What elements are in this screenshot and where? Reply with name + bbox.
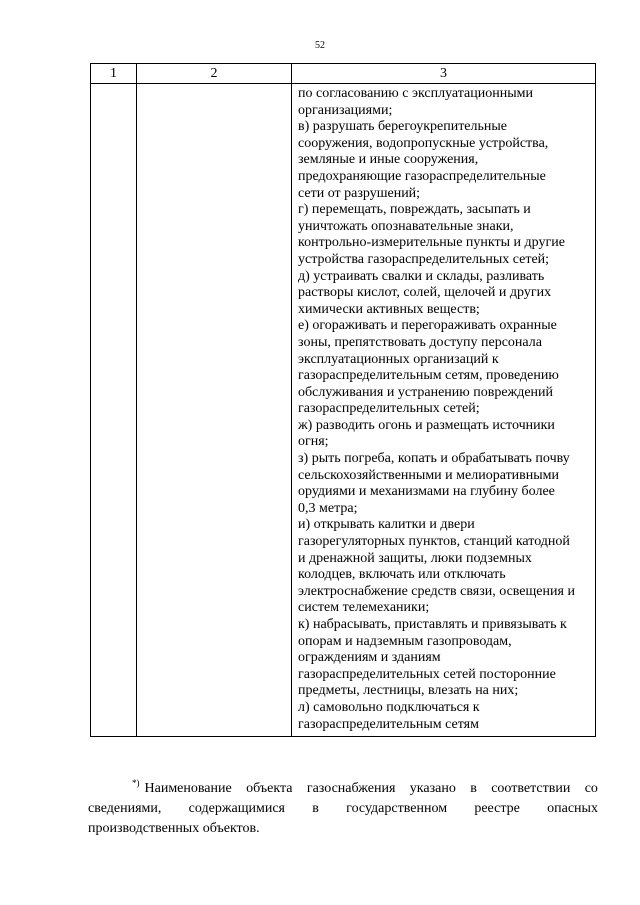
text-line: и дренажной защиты, люки подземных: [298, 550, 532, 566]
text-line: систем телемеханики;: [298, 600, 430, 616]
text-line: к) набрасывать, приставлять и привязывать к: [298, 617, 567, 632]
restrictions-text: [292, 84, 595, 736]
column-header-1: 1: [91, 64, 137, 84]
footnote-word: содержащимися: [188, 801, 285, 816]
text-line: 0,3 метра;: [298, 500, 358, 516]
page-number: 52: [315, 40, 325, 51]
text-line: по согласованию с эксплуатационными: [298, 86, 533, 101]
table-row: [91, 84, 596, 737]
text-line: предохраняющие газораспределительные: [298, 168, 546, 184]
footnote: [88, 779, 598, 839]
footnote-word: газоснабжения: [306, 781, 396, 796]
text-line: опорам и надземным газопроводам,: [298, 633, 512, 649]
footnote-marker: *): [132, 778, 140, 789]
column-header-3: 3: [292, 64, 596, 84]
text-line: земляные и иные сооружения,: [298, 152, 479, 168]
text-line: обслуживания и устранению повреждений: [298, 384, 554, 400]
column-header-2: 2: [137, 64, 292, 84]
footnote-line-3: производственных объектов.: [88, 821, 260, 836]
cell-col-2: [137, 84, 292, 737]
text-line: з) рыть погреба, копать и обрабатывать почву: [298, 451, 570, 467]
text-line: эксплуатационных организаций к: [298, 351, 499, 367]
text-line: химически активных веществ;: [298, 301, 480, 317]
text-line: газораспределительным сетям, проведению: [298, 368, 559, 384]
text-line: контрольно-измерительные пункты и другие: [298, 235, 565, 251]
footnote-word: в: [470, 781, 477, 796]
text-line: электроснабжение средств связи, освещения и: [298, 583, 575, 599]
text-line: газораспределительных сетей;: [298, 401, 480, 417]
table-header-row: [91, 64, 596, 84]
footnote-word: указано: [409, 781, 456, 796]
text-line: газораспределительным сетям: [298, 716, 479, 732]
text-line: в) разрушать берегоукрепительные: [298, 119, 508, 135]
footnote-word: в: [312, 801, 319, 816]
footnote-word: реестре: [474, 801, 520, 816]
text-line: организациями;: [298, 102, 393, 118]
text-line: ж) разводить огонь и размещать источники: [298, 417, 555, 433]
footnote-word: сведениями,: [88, 801, 162, 816]
text-line: ограждениям и зданиям: [298, 650, 441, 666]
footnote-word: со: [584, 781, 598, 796]
footnote-line-2: [88, 799, 598, 819]
text-line: предметы, лестницы, влезать на них;: [298, 683, 519, 699]
footnote-word-text: Наименование: [144, 781, 232, 796]
text-line: сети от разрушений;: [298, 185, 421, 201]
footnote-word: государственном: [346, 801, 448, 816]
text-line: колодцев, включать или отключать: [298, 567, 506, 583]
cell-col-3: [292, 84, 596, 737]
footnote-line-1: [88, 779, 598, 799]
text-line: газорегуляторных пунктов, станций катодной: [298, 534, 570, 550]
cell-col-1: [91, 84, 137, 737]
text-line: и) открывать калитки и двери: [298, 517, 475, 533]
text-line: л) самовольно подключаться к: [298, 699, 480, 715]
footnote-word: [132, 779, 232, 799]
text-line: огня;: [298, 434, 329, 450]
document-table: [90, 63, 596, 737]
text-line: сооружения, водопропускные устройства,: [298, 135, 549, 151]
text-line: е) огораживать и перегораживать охранные: [298, 318, 557, 334]
footnote-word: соответствии: [491, 781, 571, 796]
text-line: сельскохозяйственными и мелиоративными: [298, 467, 560, 483]
text-line: растворы кислот, солей, щелочей и других: [298, 285, 552, 301]
footnote-word: опасных: [547, 801, 598, 816]
text-line: газораспределительных сетей посторонние: [298, 666, 556, 682]
footnote-word: объекта: [246, 781, 293, 796]
text-line: зоны, препятствовать доступу персонала: [298, 334, 542, 350]
text-line: уничтожать опознавательные знаки,: [298, 218, 514, 234]
text-line: орудиями и механизмами на глубину более: [298, 484, 555, 500]
text-line: г) перемещать, повреждать, засыпать и: [298, 202, 531, 218]
text-line: устройства газораспределительных сетей;: [298, 251, 550, 267]
text-line: д) устраивать свалки и склады, разливать: [298, 268, 545, 284]
